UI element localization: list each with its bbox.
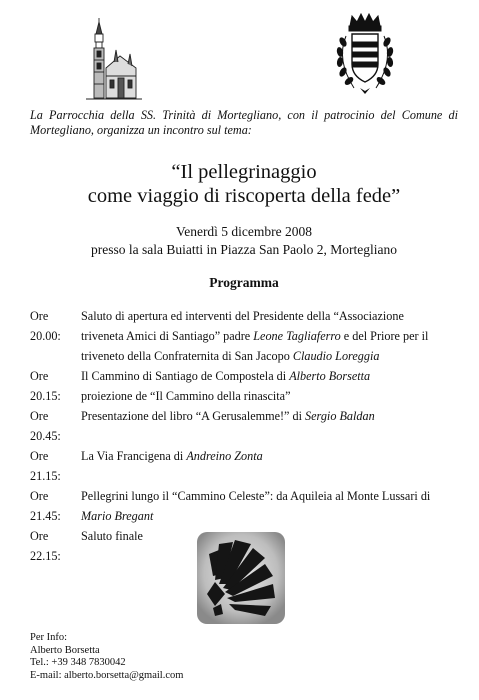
program-entry xyxy=(30,306,470,366)
program-description xyxy=(81,486,470,526)
program-entry xyxy=(30,446,470,486)
program-text: Presentazione del libro “A Gerusalemme!” di xyxy=(81,409,306,423)
contact-info xyxy=(30,632,183,682)
contact-label: Per Info: xyxy=(30,632,68,643)
program-text: Il Cammino di Santiago de Compostela di xyxy=(81,369,290,383)
program-list xyxy=(30,306,470,566)
program-description xyxy=(81,306,470,366)
program-description xyxy=(81,446,470,486)
program-time: Ore 20.45: xyxy=(30,409,61,443)
intro-text: La Parrocchia della SS. Trinità di Mortegliano, con il patrocinio del Comune di Mortegliano, organizza un incontro sul tema: xyxy=(30,108,458,137)
speaker-name: Sergio Baldan xyxy=(305,409,375,423)
program-heading: Programma xyxy=(209,275,279,290)
program-line xyxy=(81,306,470,326)
program-line xyxy=(81,406,470,426)
speaker-name: Mario Bregant xyxy=(81,509,154,523)
program-line xyxy=(81,386,470,406)
program-text: proiezione de “Il Cammino della rinascita” xyxy=(81,389,291,403)
event-venue: presso la sala Buiatti in Piazza San Paolo 2, Mortegliano xyxy=(91,242,397,257)
program-time: Ore 21.45: xyxy=(30,489,61,523)
program-text: triveneta Amici di Santiago” padre xyxy=(81,329,254,343)
program-text: Saluto di apertura ed interventi del Presidente della “Associazione xyxy=(81,309,404,323)
speaker-name: Alberto Borsetta xyxy=(289,369,371,383)
church-tower-icon xyxy=(84,16,144,102)
program-time: Ore 21.15: xyxy=(30,449,61,483)
event-details xyxy=(30,223,458,259)
program-description xyxy=(81,406,470,446)
program-text: Saluto finale xyxy=(81,529,143,543)
program-entry xyxy=(30,406,470,446)
program-time: Ore 22.15: xyxy=(30,529,61,563)
event-title-line-1: “Il pellegrinaggio xyxy=(171,161,317,183)
speaker-name: Leone Tagliaferro xyxy=(253,329,341,343)
event-title xyxy=(30,160,458,208)
program-time: Ore 20.00: xyxy=(30,309,61,343)
program-line xyxy=(81,346,470,366)
scallop-shell-icon xyxy=(195,528,287,628)
speaker-name: Claudio Loreggia xyxy=(292,349,380,363)
contact-email[interactable]: E-mail: alberto.borsetta@gmail.com xyxy=(30,669,184,681)
contact-phone[interactable]: Tel.: +39 348 7830042 xyxy=(30,657,126,668)
program-line xyxy=(81,366,470,386)
program-time: Ore 20.15: xyxy=(30,369,61,403)
program-text: triveneto della Confraternita di San Jacopo xyxy=(81,349,293,363)
program-entry xyxy=(30,366,470,406)
program-line xyxy=(81,486,470,506)
program-entry xyxy=(30,486,470,526)
program-text: e del Priore per il xyxy=(340,329,429,343)
event-date: Venerdì 5 dicembre 2008 xyxy=(175,224,313,239)
program-line xyxy=(81,446,470,466)
speaker-name: Andreino Zonta xyxy=(186,449,263,463)
program-line xyxy=(81,506,470,526)
event-title-line-2: come viaggio di riscoperta della fede” xyxy=(87,185,401,207)
contact-name: Alberto Borsetta xyxy=(30,644,100,656)
program-line xyxy=(81,326,470,346)
program-description xyxy=(81,366,470,406)
municipal-crest-icon xyxy=(330,12,400,98)
program-text: Pellegrini lungo il “Cammino Celeste”: da Aquileia al Monte Lussari di xyxy=(81,489,431,503)
program-text: La Via Francigena di xyxy=(81,449,187,463)
